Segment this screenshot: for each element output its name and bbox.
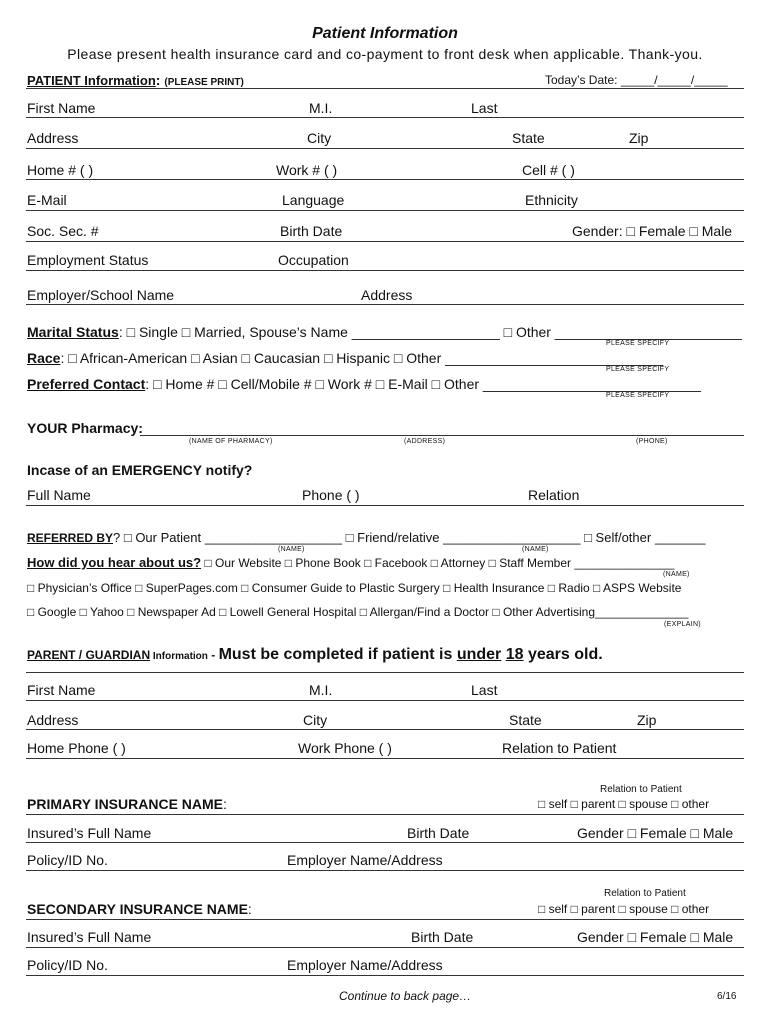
secondary-birth-date-label: Birth Date (411, 929, 474, 945)
hear-about-us-options-3[interactable]: □ Google □ Yahoo □ Newspaper Ad □ Lowell General Hospital □ Allergan/Find a Doctor □ Other Advertising______________ (27, 605, 689, 619)
primary-birth-date-label: Birth Date (407, 825, 470, 841)
marital-status-label: Marital Status (27, 324, 119, 340)
guardian-state-label: State (509, 712, 542, 728)
preferred-contact-options[interactable]: : □ Home # □ Cell/Mobile # □ Work # □ E-Mail □ Other ____________________________ (145, 376, 701, 392)
preferred-contact-label: Preferred Contact (27, 376, 146, 392)
secondary-gender-checkboxes[interactable]: Gender □ Female □ Male (577, 929, 734, 945)
secondary-policy-label: Policy/ID No. (27, 957, 108, 973)
referred-by-label: REFERRED BY (27, 531, 114, 545)
primary-insurance-label: PRIMARY INSURANCE NAME (27, 796, 224, 812)
race-specify-note: PLEASE SPECIFY (606, 366, 670, 373)
primary-relation-title: Relation to Patient (600, 784, 682, 795)
guardian-mi-label: M.I. (309, 682, 333, 698)
secondary-insured-name-label: Insured’s Full Name (27, 929, 152, 945)
guardian-zip-label: Zip (637, 712, 657, 728)
page-subtitle: Please present health insurance card and co-payment to front desk when applicable. Thank-you. (67, 46, 703, 62)
first-name-label: First Name (27, 100, 96, 116)
referred-by-row[interactable] (27, 530, 705, 545)
emergency-heading: Incase of an EMERGENCY notify? (27, 462, 253, 478)
gender-checkboxes[interactable]: Gender: □ Female □ Male (572, 223, 733, 239)
referred-by-options[interactable]: ? □ Our Patient ___________________ □ Friend/relative ___________________ □ Self/other _______ (113, 530, 706, 545)
pharmacy-phone-note: (PHONE) (636, 438, 668, 445)
section-title: PATIENT Information (27, 73, 156, 88)
secondary-relation-title: Relation to Patient (604, 888, 686, 899)
hear-about-us-row[interactable] (27, 555, 674, 570)
race-label: Race (27, 350, 61, 366)
race-options[interactable]: : □ African-American □ Asian □ Caucasian □ Hispanic □ Other ____________________________ (60, 350, 664, 366)
city-label: City (307, 130, 332, 146)
patient-section-heading: PATIENT Information: (PLEASE PRINT) (27, 72, 244, 88)
guardian-work-phone-label: Work Phone ( ) (298, 740, 392, 756)
pharmacy-address-note: (ADDRESS) (404, 438, 446, 445)
pharmacy-name-note: (NAME OF PHARMACY) (189, 438, 273, 445)
mi-label: M.I. (309, 100, 333, 116)
secondary-employer-label: Employer Name/Address (287, 957, 443, 973)
language-label: Language (282, 192, 345, 208)
zip-label: Zip (629, 130, 649, 146)
secondary-insurance-label: SECONDARY INSURANCE NAME (27, 901, 248, 917)
page-title: Patient Information (312, 25, 458, 42)
guardian-relation-label: Relation to Patient (502, 740, 617, 756)
continue-note: Continue to back page… (339, 989, 472, 1003)
email-label: E-Mail (27, 192, 67, 208)
hear-about-us-options-2[interactable]: □ Physician’s Office □ SuperPages.com □ Consumer Guide to Plastic Surgery □ Health Insurance □ Radio □ ASPS Website (27, 581, 682, 595)
marital-specify-note: PLEASE SPECIFY (606, 340, 670, 347)
guardian-address-label: Address (27, 712, 79, 728)
section-note: (PLEASE PRINT) (164, 77, 244, 88)
primary-insured-name-label: Insured’s Full Name (27, 825, 152, 841)
emergency-phone-label: Phone ( ) (302, 487, 360, 503)
marital-status-row[interactable] (27, 324, 742, 340)
primary-gender-checkboxes[interactable]: Gender □ Female □ Male (577, 825, 734, 841)
occupation-label: Occupation (278, 252, 349, 268)
primary-employer-label: Employer Name/Address (287, 852, 443, 868)
home-phone-label: Home # ( ) (27, 162, 94, 178)
staff-name-note: (NAME) (663, 571, 690, 578)
guardian-label: PARENT / GUARDIAN (27, 648, 151, 662)
todays-date-field[interactable]: Today’s Date: _____/_____/_____ (545, 73, 728, 87)
race-row[interactable] (27, 350, 663, 366)
primary-relation-checkboxes[interactable]: □ self □ parent □ spouse □ other (538, 797, 710, 811)
secondary-insurance-heading: SECONDARY INSURANCE NAME: (27, 901, 252, 917)
guardian-first-name-label: First Name (27, 682, 96, 698)
ethnicity-label: Ethnicity (525, 192, 578, 208)
referred-name-note-1: (NAME) (278, 546, 305, 553)
hear-about-us-options[interactable]: □ Our Website □ Phone Book □ Facebook □ Attorney □ Staff Member _______________ (201, 556, 675, 570)
referred-name-note-2: (NAME) (522, 546, 549, 553)
secondary-relation-checkboxes[interactable]: □ self □ parent □ spouse □ other (538, 902, 710, 916)
state-label: State (512, 130, 545, 146)
guardian-home-phone-label: Home Phone ( ) (27, 740, 126, 756)
primary-insurance-heading: PRIMARY INSURANCE NAME: (27, 796, 227, 812)
emergency-relation-label: Relation (528, 487, 580, 503)
birth-date-label: Birth Date (280, 223, 343, 239)
guardian-last-label: Last (471, 682, 498, 698)
emergency-full-name-label: Full Name (27, 487, 91, 503)
cell-phone-label: Cell # ( ) (522, 162, 575, 178)
ssn-label: Soc. Sec. # (27, 223, 99, 239)
preferred-contact-row[interactable] (27, 376, 701, 392)
hear-about-us-label: How did you hear about us? (27, 555, 202, 570)
primary-policy-label: Policy/ID No. (27, 852, 108, 868)
pharmacy-label: YOUR Pharmacy: (27, 420, 143, 436)
guardian-city-label: City (303, 712, 328, 728)
employment-status-label: Employment Status (27, 252, 149, 268)
employer-address-label: Address (361, 287, 413, 303)
guardian-notice: Must be completed if patient is under 18 years old. (218, 646, 603, 663)
contact-specify-note: PLEASE SPECIFY (606, 392, 670, 399)
marital-status-options[interactable]: : □ Single □ Married, Spouse’s Name ___________________ □ Other ________________________ (118, 324, 742, 340)
explain-note: (EXPLAIN) (664, 621, 701, 628)
last-name-label: Last (471, 100, 498, 116)
work-phone-label: Work # ( ) (276, 162, 338, 178)
employer-label: Employer/School Name (27, 287, 175, 303)
form-version: 6/16 (717, 991, 737, 1002)
guardian-heading: PARENT / GUARDIAN Information - Must be completed if patient is under 18 years old. (27, 646, 603, 663)
address-label: Address (27, 130, 79, 146)
